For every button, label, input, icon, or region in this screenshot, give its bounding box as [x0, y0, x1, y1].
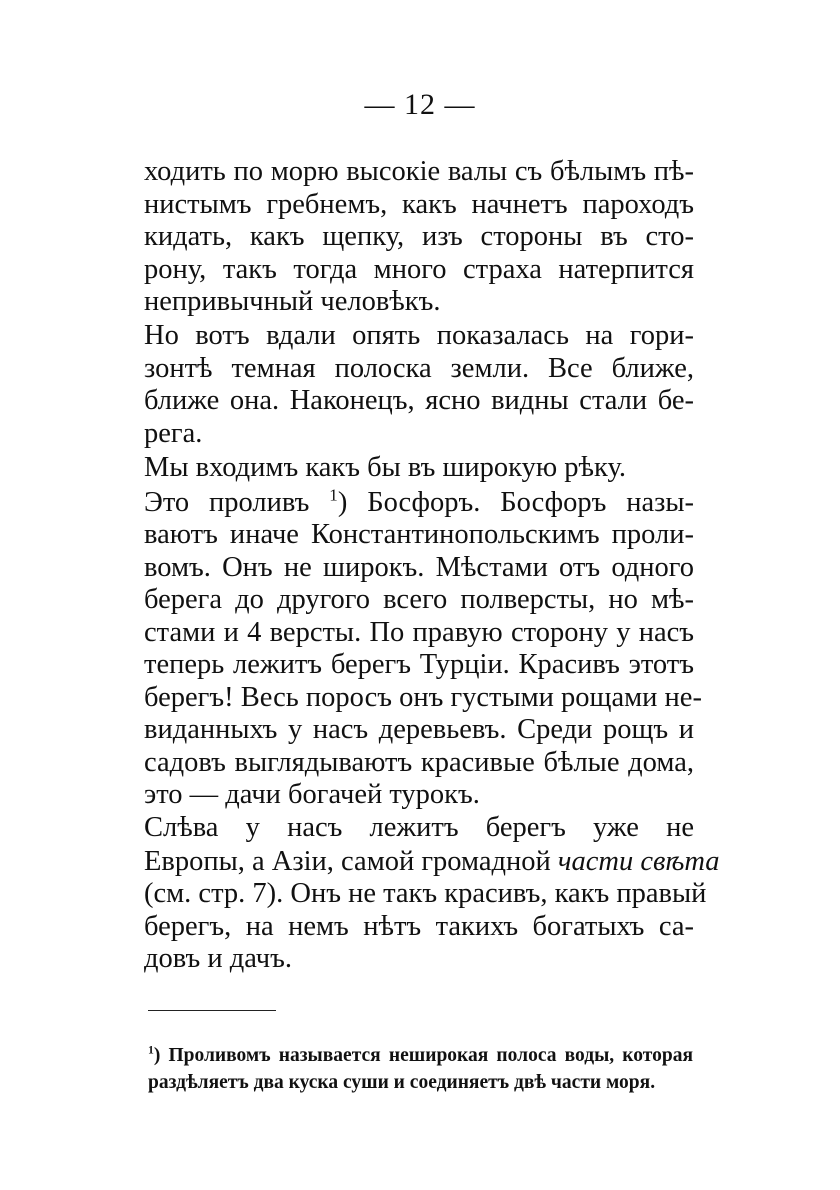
text-line: Мы входимъ какъ бы въ широкую рѣку. [144, 452, 626, 483]
text-line: садовъ выглядываютъ красивые бѣлые дома, [144, 747, 694, 778]
footnote-line [148, 1043, 693, 1066]
text-fragment: ) Босфоръ. Босфоръ назы- [337, 487, 695, 518]
text-line: Слѣва у насъ лежитъ берегъ уже не [144, 812, 694, 843]
footnote-text: ) Проливомъ называется неширокая полоса воды, которая [153, 1045, 693, 1066]
text-line: довъ и дачъ. [144, 943, 292, 974]
italic-emphasis: части свѣта [557, 846, 720, 877]
footnote-marker: 1 [148, 1043, 154, 1057]
text-line: теперь лежитъ берегъ Турціи. Красивъ этотъ [144, 649, 694, 680]
text-line-with-footnote [144, 485, 695, 518]
text-line: берегъ, на немъ нѣтъ такихъ богатыхъ са- [144, 911, 694, 942]
text-line: зонтѣ темная полоска земли. Все ближе, [144, 353, 694, 384]
footnote-reference: 1 [329, 485, 338, 505]
footnote-line: раздѣляетъ два куска суши и соединяетъ двѣ части моря. [148, 1072, 656, 1093]
text-line: Но вотъ вдали опять показалась на гори- [144, 320, 694, 351]
text-line: рону, такъ тогда много страха натерпится [144, 254, 694, 285]
footnote-separator [148, 1010, 276, 1011]
text-line: виданныхъ у насъ деревьевъ. Среди рощъ и [144, 714, 694, 745]
text-line: берегъ! Весь поросъ онъ густыми рощами не- [144, 682, 702, 713]
page-number: — 12 — [364, 88, 476, 121]
text-line: берега до другого всего полверсты, но мѣ- [144, 584, 694, 615]
text-line-with-italic [144, 846, 720, 877]
text-line: кидать, какъ щепку, изъ стороны въ сто- [144, 221, 694, 252]
text-line: вомъ. Онъ не широкъ. Мѣстами отъ одного [144, 552, 694, 583]
text-line: непривычный человѣкъ. [144, 286, 441, 317]
text-line: стами и 4 версты. По правую сторону у насъ [144, 617, 694, 648]
text-line: нистымъ гребнемъ, какъ начнетъ пароходъ [144, 189, 694, 220]
text-line: это — дачи богачей турокъ. [144, 779, 480, 810]
text-line: ваютъ иначе Константинопольскимъ проли- [144, 519, 694, 550]
text-fragment: Европы, а Азіи, самой громадной [144, 846, 558, 877]
text-line: (см. стр. 7). Онъ не такъ красивъ, какъ правый [144, 878, 707, 909]
text-line: рега. [144, 418, 203, 449]
text-line: ходить по морю высокіе валы съ бѣлымъ пѣ- [144, 156, 694, 187]
text-fragment: Это проливъ [144, 487, 310, 518]
text-line: ближе она. Наконецъ, ясно видны стали бе- [144, 385, 694, 416]
